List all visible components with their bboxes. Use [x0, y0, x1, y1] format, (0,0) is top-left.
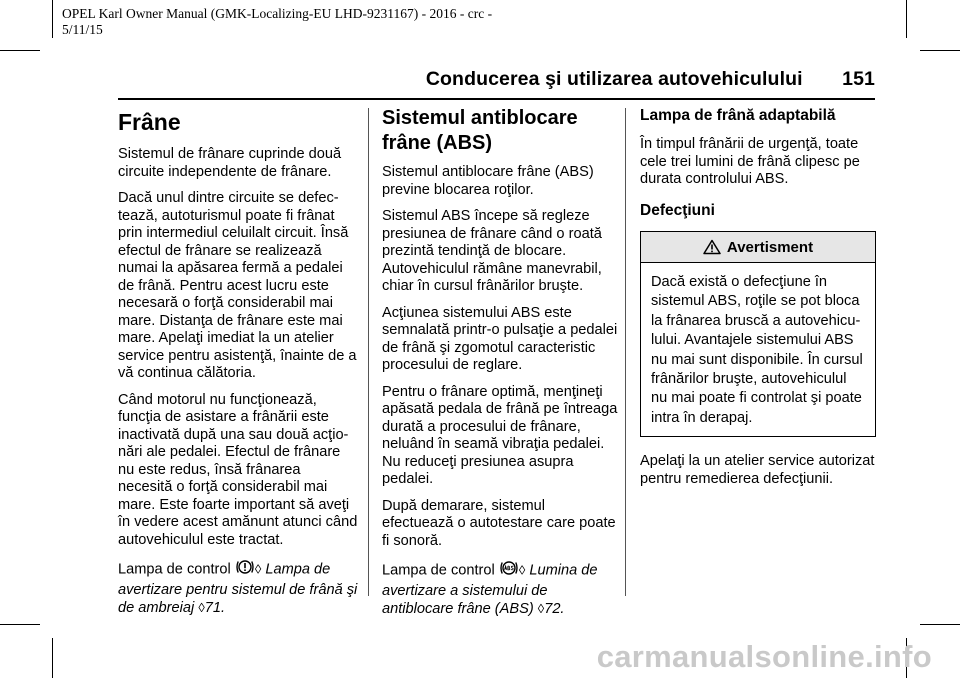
paragraph: Pentru o frânare optimă, menţineţi apăsată pedala de frână pe întreaga durată a procesului de frânare, neluând în seamă vibraţia pedalei. Nu reduceţi presiunea asupra pedalei. — [382, 383, 618, 487]
heading-brakes: Frâne — [118, 109, 181, 135]
running-head — [426, 68, 875, 91]
paragraph: După demarare, sistemul efectuează o autotestare care poate fi sonoră. — [382, 497, 616, 549]
cross-reference — [382, 559, 618, 619]
ref-page[interactable]: 72. — [544, 601, 565, 617]
warning-title: Avertisment — [726, 238, 814, 256]
ref-link[interactable]: Lumina de avertizare a sistemului de antiblocare frâne (ABS) — [382, 562, 598, 617]
column-1 — [118, 106, 358, 627]
ref-arrow: ◊ — [198, 600, 205, 615]
paragraph: Sistemul de frânare cuprinde două circuite independente de frânare. — [118, 146, 342, 180]
document-header — [62, 6, 502, 38]
paragraph: Acţiunea sistemului ABS este semnalată printr-o pulsaţie a pedalei de frână şi zgomotul caracteristic procesului de reglare. — [382, 304, 618, 373]
ref-arrow: ◊ — [537, 601, 545, 616]
ref-arrow: ◊ — [254, 561, 262, 577]
section-title: Conducerea şi utilizarea autovehiculului — [425, 68, 803, 90]
column-divider — [625, 108, 626, 596]
warning-triangle-icon — [703, 239, 721, 255]
warning-box — [640, 231, 876, 438]
paragraph: Când motorul nu funcţionează, funcţia de asistare a frânării este inactivată după una sau două acţio-nări ale pedalei. Efectul de frânare nu este redus, însă frânarea necesită o forţă considerabil mai mare. Este foarte important să aveţi în vedere acest amănunt atunci când autovehiculul este tractat. — [118, 391, 358, 548]
ref-prefix: Lampa de control — [118, 561, 231, 578]
heading-abs: Sistemul antiblocare frâne (ABS) — [382, 107, 578, 154]
ref-arrow: ◊ — [518, 562, 526, 578]
paragraph: Sistemul antiblocare frâne (ABS) previne blocarea roţilor. — [382, 164, 594, 198]
paragraph: Dacă unul dintre circuite se defec-tează, autoturismul poate fi frânat prin intermediul celuilalt circuit. Însă efectul de frânare se realizează numai la apăsarea fermă a pedalei de frână. Pentru acest lucru este necesară o forţă considerabil mai mare. Distanţa de frânare este mai mare. Apelaţi imediat la un atelier service pentru asistenţă, înainte de a vă continua călătoria. — [118, 190, 357, 381]
cross-reference — [118, 558, 358, 618]
heading-adaptive-brake-light: Lampa de frână adaptabilă — [640, 107, 836, 124]
header-line: OPEL Karl Owner Manual (GMK-Localizing-EU LHD-9231167) - 2016 - crc - — [62, 6, 493, 21]
watermark: carmanualsonline.info — [596, 639, 932, 674]
crop-mark — [906, 0, 907, 38]
brake-warning-lamp-icon — [235, 558, 255, 582]
crop-mark — [0, 50, 40, 51]
header-rule — [118, 98, 875, 100]
column-2 — [382, 106, 618, 628]
paragraph: În timpul frânării de urgenţă, toate cele trei lumini de frână clipesc pe durata controlului ABS. — [640, 136, 860, 187]
crop-mark — [920, 624, 960, 625]
ref-link[interactable]: Lampa de avertizare pentru sistemul de frână şi de ambreiaj — [118, 561, 358, 616]
ref-prefix: Lampa de control — [382, 562, 495, 579]
warning-text: Dacă există o defecţiune în sistemul ABS, roţile se pot bloca la frânarea bruscă a autovehicu-lului. Avantajele sistemului ABS nu mai sunt disponibile. În cursul frânărilor bruşte, autovehiculul nu mai poate fi controlat şi poate intra în derapaj. — [651, 274, 863, 426]
header-line: 5/11/15 — [62, 22, 103, 37]
crop-mark — [52, 638, 53, 678]
page-number: 151 — [842, 68, 875, 90]
warning-header — [641, 232, 875, 264]
abs-warning-lamp-icon — [499, 559, 519, 583]
crop-mark — [52, 0, 53, 38]
paragraph: Sistemul ABS începe să regleze presiunea de frânare când o roată prezintă tendinţă de blocare. Autovehiculul rămâne manevrabil, chiar în cursul frânărilor bruşte. — [382, 208, 602, 294]
paragraph: Apelaţi la un atelier service autorizat pentru remedierea defecţiunii. — [640, 453, 875, 487]
column-divider — [368, 108, 369, 596]
crop-mark — [0, 624, 40, 625]
subheading-faults: Defecţiuni — [640, 201, 715, 219]
column-3 — [640, 106, 876, 497]
ref-page[interactable]: 71. — [204, 600, 226, 616]
crop-mark — [920, 50, 960, 51]
